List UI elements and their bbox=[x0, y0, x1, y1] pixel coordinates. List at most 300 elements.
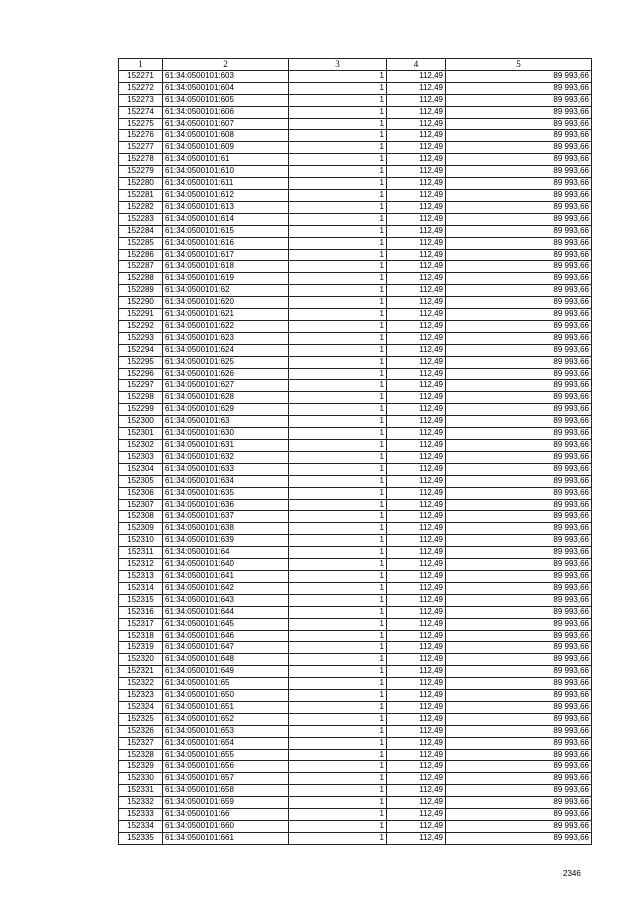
row-index-cell: 152287 bbox=[119, 261, 163, 273]
quantity-cell: 1 bbox=[289, 320, 387, 332]
table-row bbox=[119, 654, 592, 666]
table-row bbox=[119, 606, 592, 618]
table-row bbox=[119, 475, 592, 487]
area-cell: 112,49 bbox=[387, 487, 446, 499]
cadastral-number-cell: 61:34:0500101:651 bbox=[163, 701, 289, 713]
area-cell: 112,49 bbox=[387, 344, 446, 356]
area-cell: 112,49 bbox=[387, 273, 446, 285]
cadastral-number-cell: 61:34:0500101:614 bbox=[163, 213, 289, 225]
cadastral-number-cell: 61:34:0500101:643 bbox=[163, 594, 289, 606]
cadastral-number-cell: 61:34:0500101:620 bbox=[163, 297, 289, 309]
area-cell: 112,49 bbox=[387, 249, 446, 261]
table-row bbox=[119, 570, 592, 582]
row-index-cell: 152312 bbox=[119, 559, 163, 571]
table-row bbox=[119, 213, 592, 225]
cadastral-number-cell: 61:34:0500101:636 bbox=[163, 499, 289, 511]
value-cell: 89 993,66 bbox=[446, 344, 592, 356]
row-index-cell: 152322 bbox=[119, 678, 163, 690]
cadastral-number-cell: 61:34:0500101:639 bbox=[163, 535, 289, 547]
table-row bbox=[119, 642, 592, 654]
table-row bbox=[119, 618, 592, 630]
value-cell: 89 993,66 bbox=[446, 237, 592, 249]
value-cell: 89 993,66 bbox=[446, 380, 592, 392]
quantity-cell: 1 bbox=[289, 428, 387, 440]
area-cell: 112,49 bbox=[387, 309, 446, 321]
cadastral-number-cell: 61:34:0500101:65 bbox=[163, 678, 289, 690]
cadastral-number-cell: 61:34:0500101:62 bbox=[163, 285, 289, 297]
area-cell: 112,49 bbox=[387, 225, 446, 237]
cadastral-number-cell: 61:34:0500101:621 bbox=[163, 309, 289, 321]
cadastral-number-cell: 61:34:0500101:647 bbox=[163, 642, 289, 654]
cadastral-number-cell: 61:34:0500101:607 bbox=[163, 118, 289, 130]
row-index-cell: 152318 bbox=[119, 630, 163, 642]
cadastral-number-cell: 61:34:0500101:613 bbox=[163, 201, 289, 213]
quantity-cell: 1 bbox=[289, 773, 387, 785]
quantity-cell: 1 bbox=[289, 154, 387, 166]
value-cell: 89 993,66 bbox=[446, 559, 592, 571]
table-row bbox=[119, 225, 592, 237]
table-row bbox=[119, 166, 592, 178]
row-index-cell: 152278 bbox=[119, 154, 163, 166]
row-index-cell: 152301 bbox=[119, 428, 163, 440]
value-cell: 89 993,66 bbox=[446, 440, 592, 452]
area-cell: 112,49 bbox=[387, 428, 446, 440]
area-cell: 112,49 bbox=[387, 797, 446, 809]
area-cell: 112,49 bbox=[387, 356, 446, 368]
value-cell: 89 993,66 bbox=[446, 416, 592, 428]
value-cell: 89 993,66 bbox=[446, 428, 592, 440]
table-row bbox=[119, 809, 592, 821]
value-cell: 89 993,66 bbox=[446, 309, 592, 321]
table-row bbox=[119, 499, 592, 511]
value-cell: 89 993,66 bbox=[446, 213, 592, 225]
quantity-cell: 1 bbox=[289, 535, 387, 547]
table-row bbox=[119, 785, 592, 797]
cadastral-number-cell: 61:34:0500101:63 bbox=[163, 416, 289, 428]
cadastral-number-cell: 61:34:0500101:630 bbox=[163, 428, 289, 440]
area-cell: 112,49 bbox=[387, 594, 446, 606]
quantity-cell: 1 bbox=[289, 451, 387, 463]
area-cell: 112,49 bbox=[387, 618, 446, 630]
row-index-cell: 152309 bbox=[119, 523, 163, 535]
area-cell: 112,49 bbox=[387, 297, 446, 309]
area-cell: 112,49 bbox=[387, 189, 446, 201]
table-row bbox=[119, 511, 592, 523]
quantity-cell: 1 bbox=[289, 380, 387, 392]
row-index-cell: 152292 bbox=[119, 320, 163, 332]
area-cell: 112,49 bbox=[387, 201, 446, 213]
cadastral-number-cell: 61:34:0500101:64 bbox=[163, 547, 289, 559]
table-row bbox=[119, 332, 592, 344]
table-row bbox=[119, 523, 592, 535]
table-row bbox=[119, 630, 592, 642]
value-cell: 89 993,66 bbox=[446, 713, 592, 725]
quantity-cell: 1 bbox=[289, 594, 387, 606]
area-cell: 112,49 bbox=[387, 547, 446, 559]
value-cell: 89 993,66 bbox=[446, 511, 592, 523]
header-row bbox=[119, 59, 592, 71]
cadastral-number-cell: 61:34:0500101:632 bbox=[163, 451, 289, 463]
area-cell: 112,49 bbox=[387, 154, 446, 166]
quantity-cell: 1 bbox=[289, 392, 387, 404]
area-cell: 112,49 bbox=[387, 749, 446, 761]
quantity-cell: 1 bbox=[289, 749, 387, 761]
value-cell: 89 993,66 bbox=[446, 118, 592, 130]
area-cell: 112,49 bbox=[387, 380, 446, 392]
area-cell: 112,49 bbox=[387, 404, 446, 416]
table-row bbox=[119, 559, 592, 571]
quantity-cell: 1 bbox=[289, 142, 387, 154]
quantity-cell: 1 bbox=[289, 416, 387, 428]
area-cell: 112,49 bbox=[387, 285, 446, 297]
row-index-cell: 152331 bbox=[119, 785, 163, 797]
area-cell: 112,49 bbox=[387, 511, 446, 523]
table-row bbox=[119, 582, 592, 594]
cadastral-number-cell: 61:34:0500101:637 bbox=[163, 511, 289, 523]
column-header-1: 1 bbox=[119, 59, 163, 71]
row-index-cell: 152328 bbox=[119, 749, 163, 761]
row-index-cell: 152275 bbox=[119, 118, 163, 130]
value-cell: 89 993,66 bbox=[446, 618, 592, 630]
quantity-cell: 1 bbox=[289, 94, 387, 106]
area-cell: 112,49 bbox=[387, 320, 446, 332]
table-row bbox=[119, 70, 592, 82]
table-row bbox=[119, 154, 592, 166]
area-cell: 112,49 bbox=[387, 809, 446, 821]
table-row bbox=[119, 440, 592, 452]
quantity-cell: 1 bbox=[289, 547, 387, 559]
quantity-cell: 1 bbox=[289, 630, 387, 642]
cadastral-number-cell: 61:34:0500101:629 bbox=[163, 404, 289, 416]
table-row bbox=[119, 309, 592, 321]
quantity-cell: 1 bbox=[289, 666, 387, 678]
table-row bbox=[119, 249, 592, 261]
cadastral-number-cell: 61:34:0500101:644 bbox=[163, 606, 289, 618]
row-index-cell: 152276 bbox=[119, 130, 163, 142]
value-cell: 89 993,66 bbox=[446, 201, 592, 213]
value-cell: 89 993,66 bbox=[446, 630, 592, 642]
value-cell: 89 993,66 bbox=[446, 320, 592, 332]
area-cell: 112,49 bbox=[387, 94, 446, 106]
table-row bbox=[119, 797, 592, 809]
cadastral-number-cell: 61:34:0500101:605 bbox=[163, 94, 289, 106]
row-index-cell: 152286 bbox=[119, 249, 163, 261]
area-cell: 112,49 bbox=[387, 142, 446, 154]
area-cell: 112,49 bbox=[387, 261, 446, 273]
cadastral-number-cell: 61:34:0500101:603 bbox=[163, 70, 289, 82]
quantity-cell: 1 bbox=[289, 344, 387, 356]
area-cell: 112,49 bbox=[387, 832, 446, 844]
table-row bbox=[119, 380, 592, 392]
quantity-cell: 1 bbox=[289, 82, 387, 94]
quantity-cell: 1 bbox=[289, 297, 387, 309]
table-row bbox=[119, 106, 592, 118]
value-cell: 89 993,66 bbox=[446, 594, 592, 606]
table-row bbox=[119, 404, 592, 416]
row-index-cell: 152330 bbox=[119, 773, 163, 785]
value-cell: 89 993,66 bbox=[446, 678, 592, 690]
row-index-cell: 152306 bbox=[119, 487, 163, 499]
value-cell: 89 993,66 bbox=[446, 821, 592, 833]
quantity-cell: 1 bbox=[289, 463, 387, 475]
cadastral-number-cell: 61:34:0500101:641 bbox=[163, 570, 289, 582]
quantity-cell: 1 bbox=[289, 213, 387, 225]
row-index-cell: 152285 bbox=[119, 237, 163, 249]
area-cell: 112,49 bbox=[387, 118, 446, 130]
quantity-cell: 1 bbox=[289, 618, 387, 630]
value-cell: 89 993,66 bbox=[446, 70, 592, 82]
table-row bbox=[119, 392, 592, 404]
area-cell: 112,49 bbox=[387, 725, 446, 737]
quantity-cell: 1 bbox=[289, 809, 387, 821]
row-index-cell: 152288 bbox=[119, 273, 163, 285]
value-cell: 89 993,66 bbox=[446, 297, 592, 309]
cadastral-number-cell: 61:34:0500101:611 bbox=[163, 178, 289, 190]
area-cell: 112,49 bbox=[387, 642, 446, 654]
cadastral-number-cell: 61:34:0500101:618 bbox=[163, 261, 289, 273]
table-row bbox=[119, 761, 592, 773]
value-cell: 89 993,66 bbox=[446, 475, 592, 487]
area-cell: 112,49 bbox=[387, 416, 446, 428]
value-cell: 89 993,66 bbox=[446, 82, 592, 94]
area-cell: 112,49 bbox=[387, 630, 446, 642]
cadastral-number-cell: 61:34:0500101:627 bbox=[163, 380, 289, 392]
area-cell: 112,49 bbox=[387, 332, 446, 344]
cadastral-number-cell: 61:34:0500101:617 bbox=[163, 249, 289, 261]
table-row bbox=[119, 487, 592, 499]
value-cell: 89 993,66 bbox=[446, 761, 592, 773]
table-row bbox=[119, 297, 592, 309]
row-index-cell: 152299 bbox=[119, 404, 163, 416]
area-cell: 112,49 bbox=[387, 178, 446, 190]
row-index-cell: 152319 bbox=[119, 642, 163, 654]
area-cell: 112,49 bbox=[387, 130, 446, 142]
table-row bbox=[119, 130, 592, 142]
quantity-cell: 1 bbox=[289, 166, 387, 178]
value-cell: 89 993,66 bbox=[446, 785, 592, 797]
cadastral-number-cell: 61:34:0500101:655 bbox=[163, 749, 289, 761]
row-index-cell: 152315 bbox=[119, 594, 163, 606]
cadastral-number-cell: 61:34:0500101:628 bbox=[163, 392, 289, 404]
cadastral-number-cell: 61:34:0500101:615 bbox=[163, 225, 289, 237]
value-cell: 89 993,66 bbox=[446, 642, 592, 654]
row-index-cell: 152324 bbox=[119, 701, 163, 713]
row-index-cell: 152335 bbox=[119, 832, 163, 844]
row-index-cell: 152334 bbox=[119, 821, 163, 833]
value-cell: 89 993,66 bbox=[446, 261, 592, 273]
row-index-cell: 152295 bbox=[119, 356, 163, 368]
quantity-cell: 1 bbox=[289, 832, 387, 844]
cadastral-number-cell: 61:34:0500101:609 bbox=[163, 142, 289, 154]
quantity-cell: 1 bbox=[289, 821, 387, 833]
row-index-cell: 152327 bbox=[119, 737, 163, 749]
table-row bbox=[119, 261, 592, 273]
row-index-cell: 152311 bbox=[119, 547, 163, 559]
area-cell: 112,49 bbox=[387, 654, 446, 666]
table-row bbox=[119, 368, 592, 380]
quantity-cell: 1 bbox=[289, 332, 387, 344]
row-index-cell: 152298 bbox=[119, 392, 163, 404]
area-cell: 112,49 bbox=[387, 106, 446, 118]
area-cell: 112,49 bbox=[387, 463, 446, 475]
row-index-cell: 152277 bbox=[119, 142, 163, 154]
cadastral-number-cell: 61:34:0500101:649 bbox=[163, 666, 289, 678]
table-row bbox=[119, 428, 592, 440]
quantity-cell: 1 bbox=[289, 261, 387, 273]
area-cell: 112,49 bbox=[387, 821, 446, 833]
row-index-cell: 152307 bbox=[119, 499, 163, 511]
quantity-cell: 1 bbox=[289, 654, 387, 666]
cadastral-number-cell: 61:34:0500101:646 bbox=[163, 630, 289, 642]
area-cell: 112,49 bbox=[387, 523, 446, 535]
cadastral-number-cell: 61:34:0500101:657 bbox=[163, 773, 289, 785]
row-index-cell: 152333 bbox=[119, 809, 163, 821]
row-index-cell: 152304 bbox=[119, 463, 163, 475]
cadastral-number-cell: 61:34:0500101:634 bbox=[163, 475, 289, 487]
row-index-cell: 152302 bbox=[119, 440, 163, 452]
table-row bbox=[119, 82, 592, 94]
area-cell: 112,49 bbox=[387, 773, 446, 785]
quantity-cell: 1 bbox=[289, 725, 387, 737]
value-cell: 89 993,66 bbox=[446, 582, 592, 594]
data-table bbox=[118, 58, 592, 845]
cadastral-number-cell: 61:34:0500101:61 bbox=[163, 154, 289, 166]
quantity-cell: 1 bbox=[289, 713, 387, 725]
cadastral-number-cell: 61:34:0500101:642 bbox=[163, 582, 289, 594]
table-row bbox=[119, 463, 592, 475]
table-row bbox=[119, 320, 592, 332]
table-row bbox=[119, 737, 592, 749]
table-row bbox=[119, 773, 592, 785]
row-index-cell: 152320 bbox=[119, 654, 163, 666]
row-index-cell: 152284 bbox=[119, 225, 163, 237]
cadastral-number-cell: 61:34:0500101:631 bbox=[163, 440, 289, 452]
row-index-cell: 152305 bbox=[119, 475, 163, 487]
area-cell: 112,49 bbox=[387, 559, 446, 571]
table-row bbox=[119, 678, 592, 690]
row-index-cell: 152282 bbox=[119, 201, 163, 213]
area-cell: 112,49 bbox=[387, 785, 446, 797]
area-cell: 112,49 bbox=[387, 237, 446, 249]
table-row bbox=[119, 178, 592, 190]
cadastral-number-cell: 61:34:0500101:660 bbox=[163, 821, 289, 833]
quantity-cell: 1 bbox=[289, 642, 387, 654]
table-header bbox=[119, 59, 592, 71]
value-cell: 89 993,66 bbox=[446, 523, 592, 535]
value-cell: 89 993,66 bbox=[446, 368, 592, 380]
value-cell: 89 993,66 bbox=[446, 166, 592, 178]
row-index-cell: 152316 bbox=[119, 606, 163, 618]
value-cell: 89 993,66 bbox=[446, 392, 592, 404]
cadastral-number-cell: 61:34:0500101:648 bbox=[163, 654, 289, 666]
value-cell: 89 993,66 bbox=[446, 142, 592, 154]
row-index-cell: 152310 bbox=[119, 535, 163, 547]
value-cell: 89 993,66 bbox=[446, 189, 592, 201]
value-cell: 89 993,66 bbox=[446, 285, 592, 297]
table-row bbox=[119, 547, 592, 559]
area-cell: 112,49 bbox=[387, 475, 446, 487]
cadastral-number-cell: 61:34:0500101:610 bbox=[163, 166, 289, 178]
cadastral-number-cell: 61:34:0500101:624 bbox=[163, 344, 289, 356]
cadastral-number-cell: 61:34:0500101:661 bbox=[163, 832, 289, 844]
value-cell: 89 993,66 bbox=[446, 487, 592, 499]
quantity-cell: 1 bbox=[289, 237, 387, 249]
cadastral-number-cell: 61:34:0500101:66 bbox=[163, 809, 289, 821]
row-index-cell: 152329 bbox=[119, 761, 163, 773]
row-index-cell: 152291 bbox=[119, 309, 163, 321]
area-cell: 112,49 bbox=[387, 582, 446, 594]
table-row bbox=[119, 189, 592, 201]
table-row bbox=[119, 451, 592, 463]
column-header-2: 2 bbox=[163, 59, 289, 71]
value-cell: 89 993,66 bbox=[446, 547, 592, 559]
row-index-cell: 152293 bbox=[119, 332, 163, 344]
quantity-cell: 1 bbox=[289, 201, 387, 213]
quantity-cell: 1 bbox=[289, 189, 387, 201]
value-cell: 89 993,66 bbox=[446, 690, 592, 702]
value-cell: 89 993,66 bbox=[446, 654, 592, 666]
area-cell: 112,49 bbox=[387, 535, 446, 547]
table-row bbox=[119, 273, 592, 285]
row-index-cell: 152272 bbox=[119, 82, 163, 94]
value-cell: 89 993,66 bbox=[446, 225, 592, 237]
cadastral-number-cell: 61:34:0500101:608 bbox=[163, 130, 289, 142]
value-cell: 89 993,66 bbox=[446, 737, 592, 749]
table-row bbox=[119, 725, 592, 737]
table-row bbox=[119, 749, 592, 761]
row-index-cell: 152281 bbox=[119, 189, 163, 201]
quantity-cell: 1 bbox=[289, 309, 387, 321]
area-cell: 112,49 bbox=[387, 368, 446, 380]
area-cell: 112,49 bbox=[387, 690, 446, 702]
table-row bbox=[119, 701, 592, 713]
row-index-cell: 152297 bbox=[119, 380, 163, 392]
table-body bbox=[119, 70, 592, 844]
value-cell: 89 993,66 bbox=[446, 499, 592, 511]
cadastral-number-cell: 61:34:0500101:640 bbox=[163, 559, 289, 571]
value-cell: 89 993,66 bbox=[446, 154, 592, 166]
quantity-cell: 1 bbox=[289, 106, 387, 118]
area-cell: 112,49 bbox=[387, 737, 446, 749]
value-cell: 89 993,66 bbox=[446, 178, 592, 190]
cadastral-number-cell: 61:34:0500101:612 bbox=[163, 189, 289, 201]
cadastral-number-cell: 61:34:0500101:619 bbox=[163, 273, 289, 285]
table-row bbox=[119, 142, 592, 154]
row-index-cell: 152325 bbox=[119, 713, 163, 725]
cadastral-number-cell: 61:34:0500101:625 bbox=[163, 356, 289, 368]
table-row bbox=[119, 356, 592, 368]
quantity-cell: 1 bbox=[289, 440, 387, 452]
area-cell: 112,49 bbox=[387, 440, 446, 452]
row-index-cell: 152280 bbox=[119, 178, 163, 190]
row-index-cell: 152283 bbox=[119, 213, 163, 225]
value-cell: 89 993,66 bbox=[446, 535, 592, 547]
cadastral-number-cell: 61:34:0500101:623 bbox=[163, 332, 289, 344]
area-cell: 112,49 bbox=[387, 570, 446, 582]
value-cell: 89 993,66 bbox=[446, 273, 592, 285]
quantity-cell: 1 bbox=[289, 285, 387, 297]
cadastral-number-cell: 61:34:0500101:622 bbox=[163, 320, 289, 332]
cadastral-number-cell: 61:34:0500101:633 bbox=[163, 463, 289, 475]
quantity-cell: 1 bbox=[289, 130, 387, 142]
value-cell: 89 993,66 bbox=[446, 332, 592, 344]
value-cell: 89 993,66 bbox=[446, 725, 592, 737]
quantity-cell: 1 bbox=[289, 118, 387, 130]
area-cell: 112,49 bbox=[387, 666, 446, 678]
area-cell: 112,49 bbox=[387, 761, 446, 773]
row-index-cell: 152294 bbox=[119, 344, 163, 356]
row-index-cell: 152296 bbox=[119, 368, 163, 380]
